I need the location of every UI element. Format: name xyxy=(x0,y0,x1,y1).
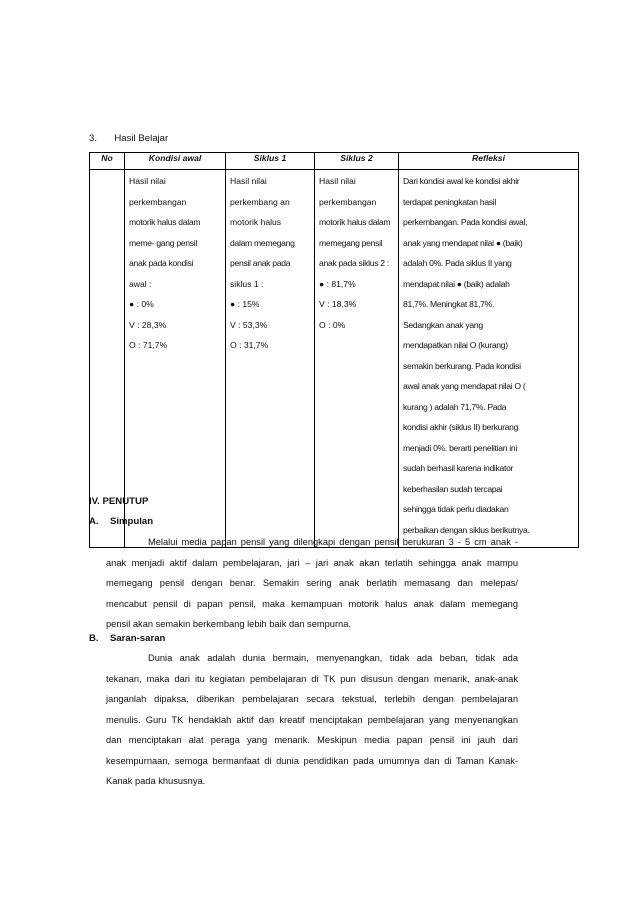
cell-line: V : 18,3% xyxy=(319,299,357,309)
cell-line: kondisi akhir (siklus II) berkurang xyxy=(403,422,519,432)
paragraph-line: Kanak pada khususnya. xyxy=(106,776,206,786)
cell-line: Hasil nilai xyxy=(129,176,166,186)
saran-paragraph xyxy=(106,648,518,792)
cell-line: 81,7%. Meningkat 81,7%. xyxy=(403,299,495,309)
cell-line: Dari kondisi awal ke kondisi akhir xyxy=(403,176,520,186)
cell-line: V : 28,3% xyxy=(129,319,167,330)
cell-line: pensil anak pada xyxy=(230,258,291,268)
paragraph-line: Dunia anak adalah dunia bermain, menyenangkan, tidak ada beban, tidak ada xyxy=(148,653,518,663)
simpulan-letter: A. xyxy=(89,516,99,527)
cell-line: terdapat peningkatan hasil xyxy=(403,196,497,207)
header-siklus-1: Siklus 1 xyxy=(226,153,315,170)
cell-line: anak pada kondisi xyxy=(129,258,194,268)
cell-line: anak pada siklus 2 : xyxy=(319,258,389,268)
cell-line: meme- gang pensil xyxy=(129,237,197,248)
table-row xyxy=(90,170,579,548)
cell-kondisi-awal xyxy=(125,170,226,548)
cell-line: Hasil nilai xyxy=(319,176,356,186)
cell-line: awal anak yang mendapat nilai O ( xyxy=(403,381,526,391)
cell-line: perkembangan xyxy=(319,196,377,207)
cell-line: awal : xyxy=(129,278,152,289)
cell-line: sehingga tidak perlu diadakan xyxy=(403,504,509,514)
cell-line: V : 53,3% xyxy=(230,319,268,330)
simpulan-paragraph xyxy=(106,532,518,635)
hasil-belajar-title: Hasil Belajar xyxy=(114,133,169,144)
cell-line: O : 0% xyxy=(319,319,346,330)
cell-line: ● : 81,7% xyxy=(319,278,356,289)
paragraph-line: Melalui media papan pensil yang dilengkapi dengan pensil berukuran 3 - 5 cm anak - xyxy=(148,537,518,547)
paragraph-line: janganlah dipaksa, diberikan pembelajaran secara tekstual, terlebih dengan pembelajaran xyxy=(106,694,518,704)
paragraph-line: menulis. Guru TK hendaklah aktif dan kreatif menciptakan pembelajaran yang menyenangkan xyxy=(106,714,518,725)
cell-line: anak yang mendapat nilai ● (baik) xyxy=(403,237,523,248)
header-siklus-2: Siklus 2 xyxy=(315,153,399,170)
results-table xyxy=(89,152,579,548)
simpulan-heading xyxy=(89,516,153,527)
paragraph-line: anak menjadi aktif dalam pembelajaran, jari – jari anak akan terlatih sehingga anak mampu xyxy=(106,557,518,568)
cell-line: Hasil nilai xyxy=(230,176,267,186)
hasil-belajar-heading xyxy=(89,133,168,144)
cell-line: O : 71,7% xyxy=(129,340,168,350)
cell-no xyxy=(90,170,125,548)
cell-line: perkembangan. Pada kondisi awal, xyxy=(403,217,528,227)
paragraph-line: kesempurnaan, semoga bermanfaat di dunia pendidikan pada umumnya dan di Taman Kanak- xyxy=(106,755,518,766)
cell-siklus-2 xyxy=(315,170,399,548)
header-no: No xyxy=(90,153,125,170)
paragraph-line: tekanan, maka dari itu kegiatan pembelajaran di TK pun disusun dengan menarik, anak-anak xyxy=(106,673,518,684)
penutup-heading: IV. PENUTUP xyxy=(89,496,149,507)
cell-line: memegang pensil xyxy=(319,237,383,248)
cell-line: ● : 0% xyxy=(129,299,154,309)
saran-heading xyxy=(89,633,165,644)
paragraph-line: pensil akan semakin berkembang lebih baik dan sempurna. xyxy=(106,619,351,629)
cell-siklus-1 xyxy=(226,170,315,548)
header-kondisi-awal: Kondisi awal xyxy=(125,153,226,170)
cell-line: perbaikan dengan siklus berikutnya. xyxy=(403,524,530,535)
cell-line: sudah berhasil karena indikator xyxy=(403,463,514,473)
paragraph-line: dan menciptakan alat peraga yang menarik. Meskipun media papan pensil ini jauh dari xyxy=(106,735,518,745)
header-refleksi: Refleksi xyxy=(399,153,579,170)
table-header-row xyxy=(90,153,579,170)
cell-line: perkembang an xyxy=(230,196,290,207)
cell-line: motorik halus xyxy=(230,217,282,227)
cell-line: dalam memegang xyxy=(230,237,295,248)
paragraph-line: memegang pensil dengan benar. Semakin sering anak berlatih memasang dan melepas/ xyxy=(106,578,518,588)
saran-title: Saran-saran xyxy=(109,633,166,644)
cell-line: Sedangkan anak yang xyxy=(403,319,483,330)
cell-line: siklus 1 : xyxy=(230,278,264,289)
hasil-belajar-number: 3. xyxy=(89,133,98,144)
cell-line: ● : 15% xyxy=(230,299,260,309)
cell-line: adalah 0%. Pada siklus II yang xyxy=(403,258,512,268)
cell-line: perkembangan xyxy=(129,196,187,207)
cell-line: keberhasilan sudah tercapai xyxy=(403,483,503,494)
cell-line: mendapat nilai ● (baik) adalah xyxy=(403,278,510,289)
cell-refleksi xyxy=(399,170,579,548)
cell-line: semakin berkurang. Pada kondisi xyxy=(403,360,521,371)
cell-line: motorik halus dalam xyxy=(129,217,201,227)
cell-line: mendapatkan nilai O (kurang) xyxy=(403,340,508,350)
cell-line: menjadi 0%. berarti penelitian ini xyxy=(403,442,518,453)
saran-letter: B. xyxy=(89,633,99,644)
cell-line: O : 31,7% xyxy=(230,340,269,350)
cell-line: kurang ) adalah 71,7%. Pada xyxy=(403,401,507,412)
simpulan-title: Simpulan xyxy=(109,516,154,527)
cell-line: motorik halus dalam xyxy=(319,217,391,227)
paragraph-line: mencabut pensil di papan pensil, maka kemampuan motorik halus anak dalam memegang xyxy=(106,598,518,609)
